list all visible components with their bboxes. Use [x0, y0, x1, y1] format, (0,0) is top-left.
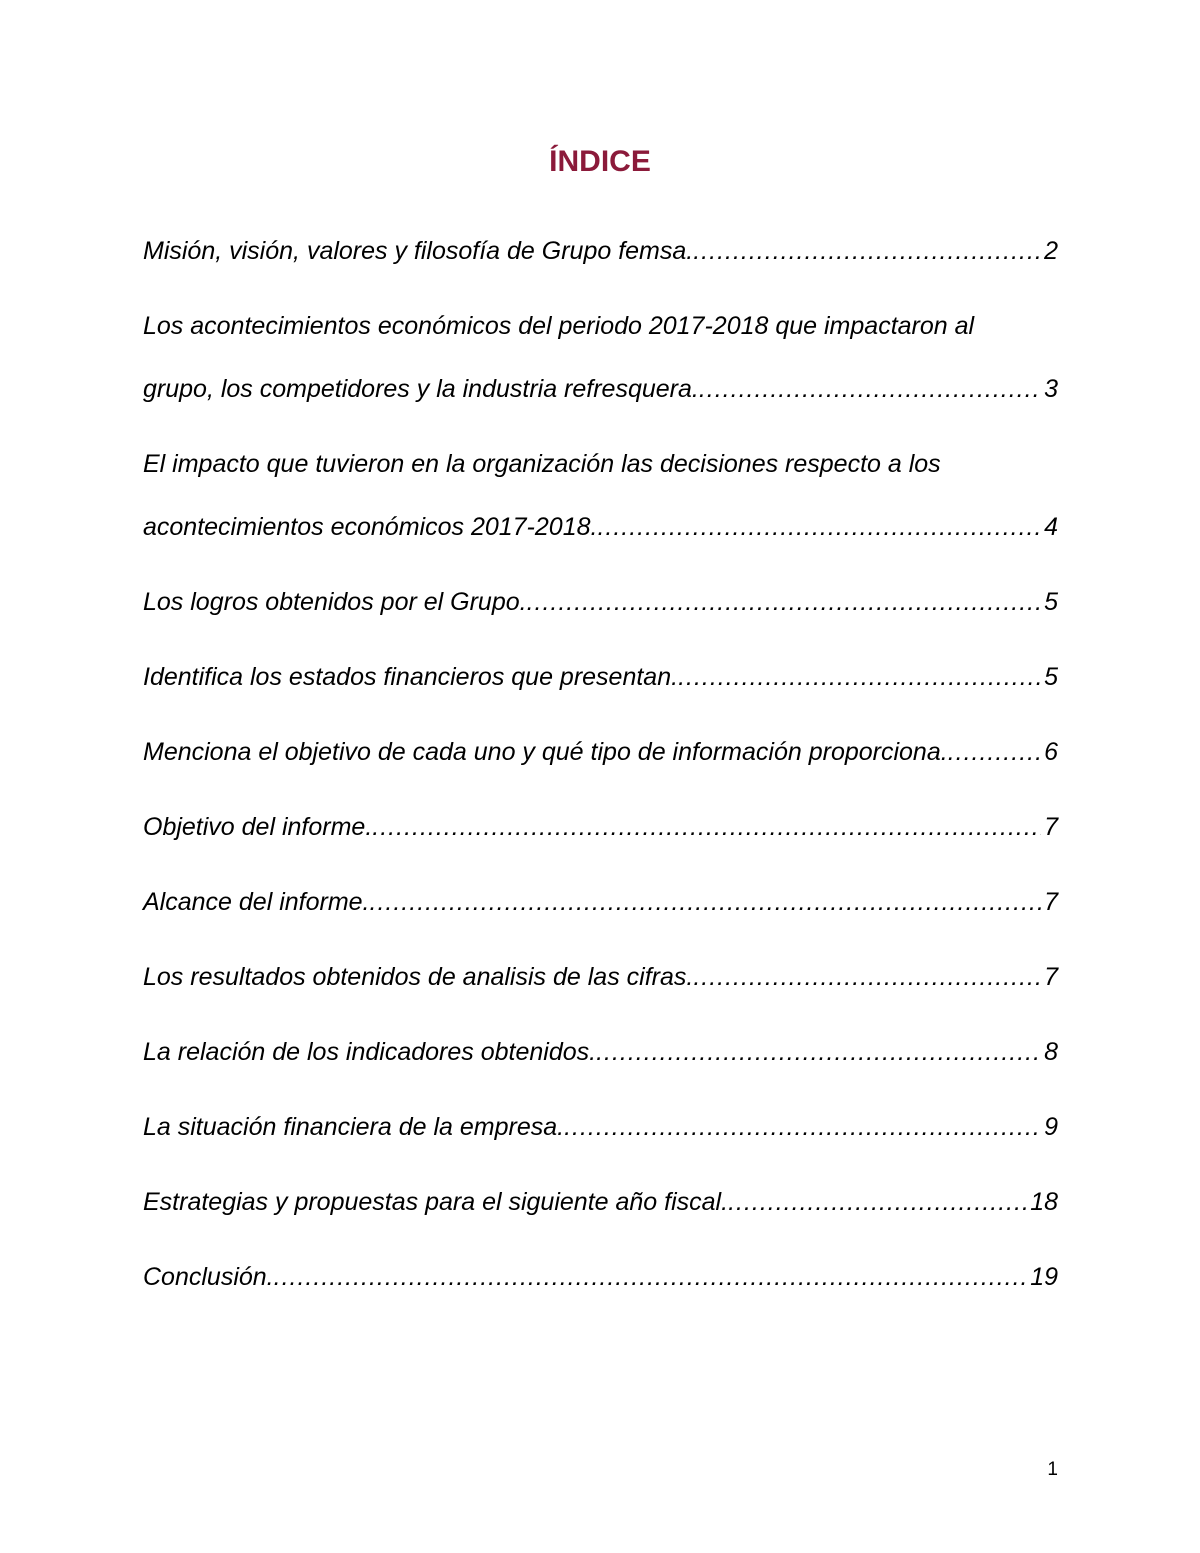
toc-leader-dots: [372, 796, 1041, 859]
toc-entry-text-continued: acontecimientos económicos 2017-2018.: [143, 513, 598, 541]
toc-entry-text: Objetivo del informe.: [143, 813, 373, 841]
toc-page-number: 7: [1044, 888, 1058, 916]
page-number: 1: [1047, 1459, 1058, 1480]
toc-leader-dots: [527, 571, 1042, 634]
toc-entry-text: El impacto que tuvieron en la organización las decisiones respecto a los: [143, 450, 941, 478]
toc-entry-text: Identifica los estados financieros que presentan.: [143, 663, 679, 691]
toc-entry-estados-financieros[interactable]: [143, 646, 1058, 709]
toc-entry-objetivo-cada-uno[interactable]: [143, 721, 1058, 784]
toc-entry-text: Estrategias y propuestas para el siguiente año fiscal.: [143, 1188, 729, 1216]
toc-entry-text: Los acontecimientos económicos del periodo 2017-2018 que impactaron al: [143, 312, 975, 340]
toc-entry-objetivo-informe[interactable]: [143, 796, 1058, 859]
toc-entry-estrategias[interactable]: [143, 1171, 1058, 1234]
toc-leader-dots: [948, 721, 1041, 784]
toc-entry-resultados[interactable]: [143, 946, 1058, 1009]
toc-entry-conclusion[interactable]: [143, 1246, 1058, 1309]
toc-page-number: 5: [1044, 663, 1058, 691]
toc-leader-dots: [693, 220, 1041, 283]
toc-page-number: 6: [1044, 738, 1058, 766]
toc-entry-text: Los resultados obtenidos de analisis de las cifras.: [143, 963, 694, 991]
toc-entry-text: Los logros obtenidos por el Grupo.: [143, 588, 527, 616]
toc-entry-text: Menciona el objetivo de cada uno y qué tipo de información proporciona.: [143, 738, 948, 766]
toc-leader-dots: [728, 1171, 1027, 1234]
toc-leader-dots: [274, 1246, 1028, 1309]
toc-page-number: 2: [1044, 237, 1058, 265]
toc-page-number: 7: [1044, 813, 1058, 841]
toc-entry-text: Misión, visión, valores y filosofía de Grupo femsa.: [143, 237, 694, 265]
toc-leader-dots: [564, 1096, 1041, 1159]
toc-page-number: 18: [1030, 1188, 1058, 1216]
toc-page-number: 5: [1044, 588, 1058, 616]
toc-leader-dots: [693, 946, 1041, 1009]
toc-page-number: 3: [1044, 375, 1058, 403]
toc-entry-logros[interactable]: [143, 571, 1058, 634]
toc-entry-alcance-informe[interactable]: [143, 871, 1058, 934]
toc-leader-dots: [597, 496, 1041, 559]
toc-entry-acontecimientos[interactable]: [143, 295, 1058, 421]
toc-page-number: 8: [1044, 1038, 1058, 1066]
toc-leader-dots: [678, 646, 1041, 709]
toc-leader-dots: [370, 871, 1042, 934]
toc-entry-text: La situación financiera de la empresa.: [143, 1113, 565, 1141]
toc-entry-impacto[interactable]: [143, 433, 1058, 559]
toc-page-number: 9: [1044, 1113, 1058, 1141]
toc-entry-relacion-indicadores[interactable]: [143, 1021, 1058, 1084]
toc-entry-text: Alcance del informe.: [143, 888, 370, 916]
toc-entry-situacion-financiera[interactable]: [143, 1096, 1058, 1159]
toc-page-number: 19: [1030, 1263, 1058, 1291]
page-title: ÍNDICE: [549, 145, 651, 178]
table-of-contents: [143, 220, 1058, 1321]
toc-entry-text-continued: grupo, los competidores y la industria refresquera.: [143, 375, 699, 403]
toc-page-number: 7: [1044, 963, 1058, 991]
toc-page-number: 4: [1044, 513, 1058, 541]
toc-leader-dots: [699, 358, 1041, 421]
toc-entry-text: Conclusión.: [143, 1263, 274, 1291]
toc-leader-dots: [596, 1021, 1041, 1084]
toc-entry-mision[interactable]: [143, 220, 1058, 283]
toc-entry-text: La relación de los indicadores obtenidos.: [143, 1038, 597, 1066]
